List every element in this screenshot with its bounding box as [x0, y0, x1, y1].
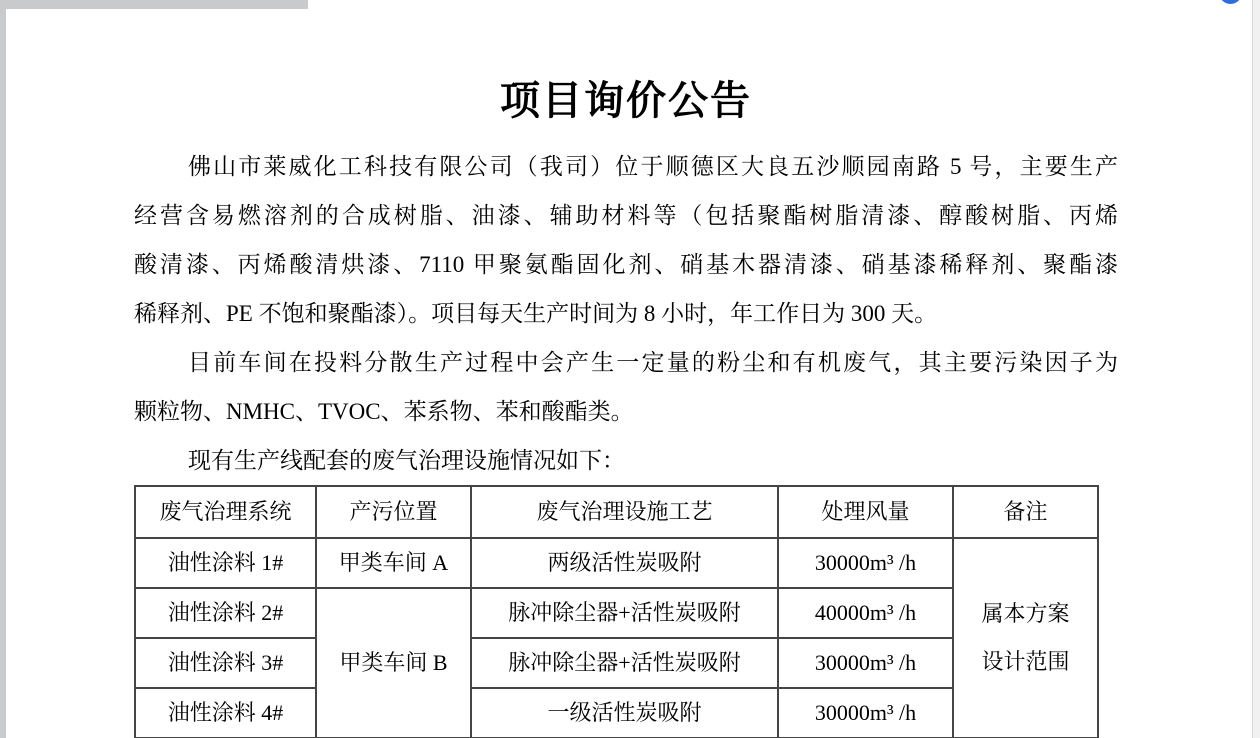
paragraph-line: 佛山市莱威化工科技有限公司（我司）位于顺德区大良五沙顺园南路 5 号，主要生产: [188, 154, 1118, 179]
page-title: 项目询价公告: [500, 78, 752, 123]
cell-system: 油性涂料 1#: [135, 538, 316, 588]
viewer-left-gap: [0, 0, 6, 738]
body-text: [134, 142, 1118, 485]
remark-line: 设计范围: [981, 649, 1070, 674]
paragraph-line: 稀释剂、PE 不饱和聚酯漆）。项目每天生产时间为 8 小时，年工作日为 300 天。: [134, 301, 938, 326]
cell-airflow: 30000m³ /h: [778, 638, 953, 688]
cell-airflow: 30000m³ /h: [778, 538, 953, 588]
cell-airflow: 30000m³ /h: [778, 688, 953, 738]
paragraph-line: 经营含易燃溶剂的合成树脂、油漆、辅助材料等（包括聚酯树脂清漆、醇酸树脂、丙烯: [134, 203, 1118, 228]
cell-airflow: 40000m³ /h: [778, 588, 953, 638]
cell-process: 脉冲除尘器+活性炭吸附: [471, 588, 778, 638]
paragraph-line: 目前车间在投料分散生产过程中会产生一定量的粉尘和有机废气，其主要污染因子为: [188, 350, 1118, 375]
document-page: [134, 0, 1118, 738]
scrollbar[interactable]: [1252, 0, 1260, 738]
cell-system: 油性涂料 3#: [135, 638, 316, 688]
cell-process: 脉冲除尘器+活性炭吸附: [471, 638, 778, 688]
cell-location: 甲类车间 B: [316, 588, 471, 738]
col-header-system: 废气治理系统: [135, 486, 316, 538]
paragraph-line: 颗粒物、NMHC、TVOC、苯系物、苯和酸酯类。: [134, 399, 634, 424]
cell-process: 两级活性炭吸附: [471, 538, 778, 588]
cell-system: 油性涂料 2#: [135, 588, 316, 638]
table-row: [135, 538, 1098, 588]
paragraph-line: 现有生产线配套的废气治理设施情况如下：: [188, 448, 625, 473]
cell-system: 油性涂料 4#: [135, 688, 316, 738]
col-header-airflow: 处理风量: [778, 486, 953, 538]
paragraph-line: 酸清漆、丙烯酸清烘漆、7110 甲聚氨酯固化剂、硝基木器清漆、硝基漆稀释剂、聚酯漆: [134, 252, 1118, 277]
floating-action-button-icon[interactable]: [1219, 0, 1242, 4]
cell-process: 一级活性炭吸附: [471, 688, 778, 738]
col-header-process: 废气治理设施工艺: [471, 486, 778, 538]
table-header-row: [135, 486, 1098, 538]
col-header-remark: 备注: [953, 486, 1098, 538]
waste-gas-table: [134, 485, 1099, 738]
cell-remark: [953, 538, 1098, 738]
col-header-location: 产污位置: [316, 486, 471, 538]
cell-location: 甲类车间 A: [316, 538, 471, 588]
remark-line: 属本方案: [981, 601, 1070, 626]
